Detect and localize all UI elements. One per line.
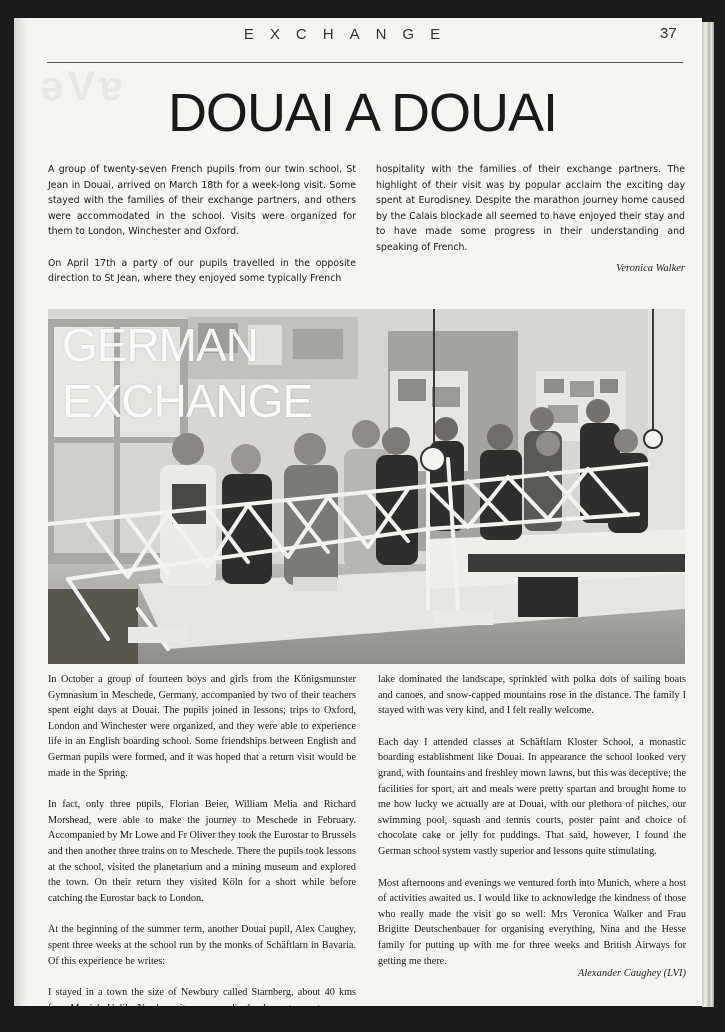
paragraph: hospitality with the families of their exchange partners. The highlight of their visit was by popular acclaim the exciting day spent at Eurodisney. Despite the marathon journey home caused by the Calais blockade all seemed to have enjoyed their stay and to have made some progress in their understanding and speaking of French.	[376, 164, 685, 253]
spine-shadow	[14, 18, 28, 1006]
article-title: DOUAI A DOUAI	[167, 83, 558, 143]
paragraph: At the beginning of the summer term, another Douai pupil, Alex Caughey, spent three weeks at the school run by the monks of Schäftlarn in Bavaria. Of this experience he writes:	[48, 924, 356, 967]
page-number: 37	[660, 25, 677, 42]
paragraph: On April 17th a party of our pupils travelled in the opposite direction to St Jean, where they enjoyed some typically French	[48, 257, 356, 284]
article2-title-line-1: GERMAN	[62, 319, 258, 371]
article1-author: Veronica Walker	[616, 263, 685, 274]
bleed-through-text: ǝVɐ	[40, 62, 127, 109]
paragraph: In October a group of fourteen boys and girls from the Königsmunster Gymnasium in Meschede, Germany, accompanied by two of their teachers spent eight days at Douai. The pupils joined in lessons; trips to Oxford, London and Winchester were organized, and they were able to experience life in an English boarding school. Some friendships between English and German pupils were formed, and it was hoped that a return visit would be made in the Spring.	[48, 674, 356, 779]
paragraph: Most afternoons and evenings we ventured forth into Munich, where a host of activities awaited us. I would like to acknowledge the kindness of those who really made the visit go so well: Mrs Veronica Walker and Frau Brigitte Deutschenbauer for organising everything, Nina and the Hesse family for putting up with me for three weeks and British Airways for getting me there.	[378, 877, 686, 967]
paragraph: I stayed in a town the size of Newbury called Starnberg, about 40 kms from Munich. Unlike Newbury, it was exceedingly pleasant: a vast	[48, 987, 356, 1014]
article2-title	[62, 317, 312, 429]
paragraph: In fact, only three pupils, Florian Beier, William Melia and Richard Morshead, were able to make the journey to Meschede in February. Accompanied by Mr Lowe and Fr Oliver they took the Eurostar to Brussels and then another three trains on to Meschede. There the pupils took lessons at the school, visited the planetarium and a mining museum and explored the town. On their return they visited Köln for a short while before catching the Eurostar back to London.	[48, 799, 356, 904]
article2-column-2	[378, 672, 686, 985]
paragraph: Each day I attended classes at Schäftlarn Kloster School, a monastic boarding establishment like Douai. In appearance the school looked very grand, with fountains and freshley mown lawns, but this was deceptive; the facilities for sport, art and meals were pretty spartan and brought home to me how lucky we actually are at Douai, with our plethora of pitches, our swimming pool, squash and tennis courts, poster paint and choice of chocolate cake or jelly for puddings. That said, however, I found the German school system vastly superior and lessons quite stimulating.	[378, 736, 686, 857]
classroom-photo	[48, 309, 685, 664]
page-edge	[702, 22, 714, 1007]
article2-column-1	[48, 672, 356, 1032]
article2-title-line-2: EXCHANGE	[62, 375, 313, 427]
paragraph: lake dominated the landscape, sprinkled with polka dots of sailing boats and canoes, and snow-capped mountains rose in the distance. The family I stayed with was very kind, and I felt really welcome.	[378, 674, 686, 717]
article1-column-1	[48, 162, 356, 303]
running-head: EXCHANGE	[243, 26, 457, 43]
article1-column-2	[376, 162, 685, 271]
paragraph: A group of twenty-seven French pupils from our twin school, St Jean in Douai, arrived on March 18th for a week-long visit. Some stayed with the families of their exchange partners, and others were accommodated in the school. Visits were organized for them to London, Winchester and Oxford.	[48, 164, 356, 237]
header-rule	[47, 62, 683, 63]
article2-author: Alexander Caughey (LVI)	[577, 968, 686, 979]
